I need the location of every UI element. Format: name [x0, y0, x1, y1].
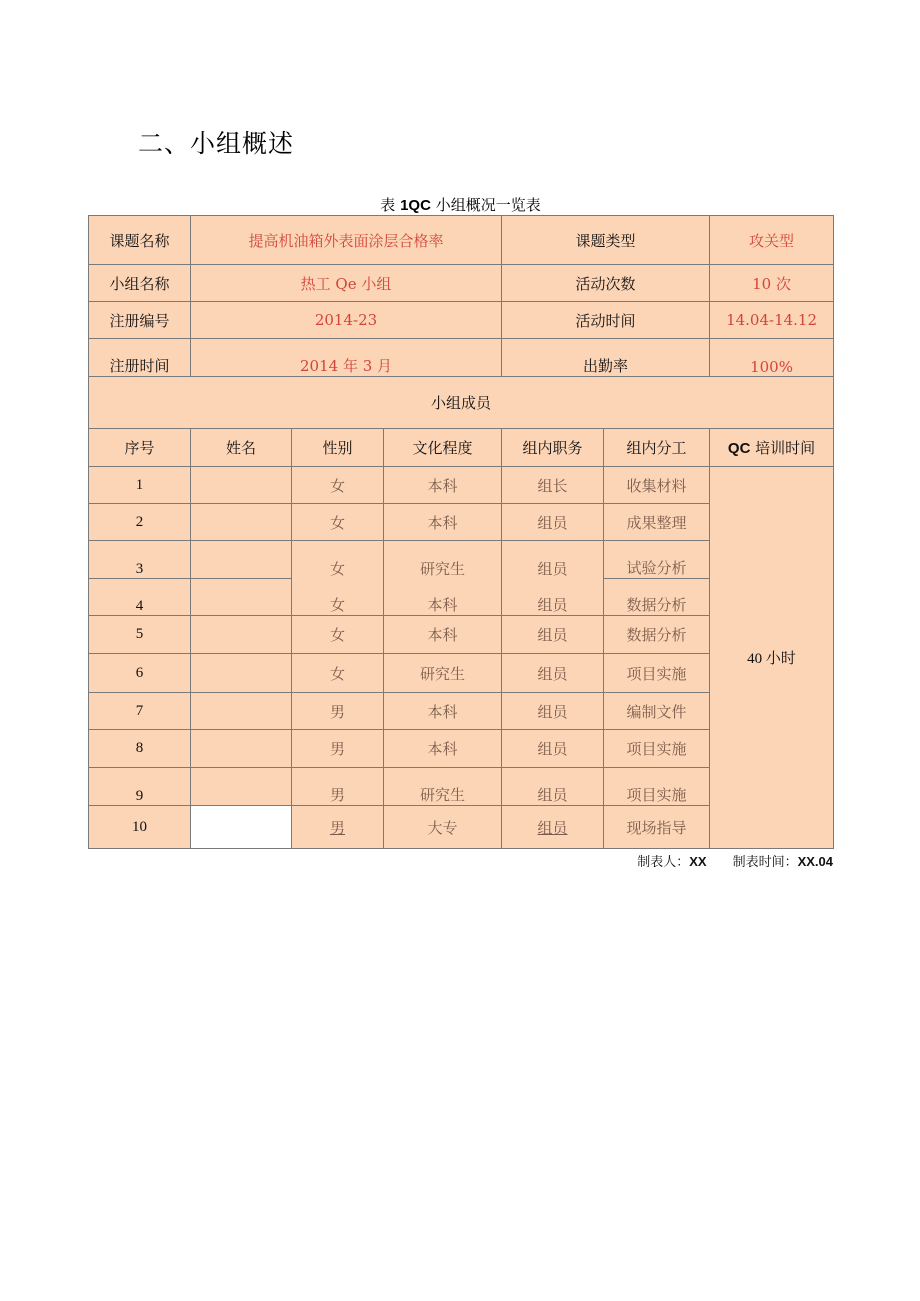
member-task: 现场指导: [604, 806, 710, 849]
caption-code: 1QC: [400, 197, 431, 214]
training-header-code: QC: [727, 440, 751, 457]
member-no: 7: [89, 693, 191, 730]
member-task: 试验分析: [604, 541, 710, 579]
member-name: [191, 504, 292, 541]
topic-value: 提高机油箱外表面涂层合格率: [191, 216, 502, 265]
member-gender: 女: [292, 579, 384, 616]
member-no: 10: [89, 806, 191, 849]
info-row-registration: [89, 302, 834, 339]
info-row-reg-time: [89, 339, 834, 377]
member-name: [191, 541, 292, 579]
member-gender: 女: [292, 504, 384, 541]
member-task: 编制文件: [604, 693, 710, 730]
caption-prefix: 表: [380, 196, 401, 214]
member-name: [191, 579, 292, 616]
member-no: 4: [89, 579, 191, 616]
member-task: 项目实施: [604, 730, 710, 768]
member-education: 本科: [384, 579, 502, 616]
member-name: [191, 806, 292, 849]
member-task: 数据分析: [604, 579, 710, 616]
training-header-rest: 培训时间: [750, 439, 816, 457]
col-header-education: 文化程度: [384, 429, 502, 467]
member-gender: 男: [292, 730, 384, 768]
member-task: 项目实施: [604, 654, 710, 693]
member-gender: 女: [292, 654, 384, 693]
info-row-group: [89, 265, 834, 302]
member-education: 研究生: [384, 768, 502, 806]
member-role: 组长: [502, 467, 604, 504]
member-task: 项目实施: [604, 768, 710, 806]
members-section-row: [89, 377, 834, 429]
member-role: 组员: [502, 654, 604, 693]
caption-rest: 小组概况一览表: [430, 196, 541, 214]
group-label: 小组名称: [89, 265, 191, 302]
member-role: 组员: [502, 504, 604, 541]
maker-value: XX: [689, 854, 707, 869]
member-role: 组员: [502, 541, 604, 579]
type-value: 攻关型: [710, 216, 834, 265]
col-header-name: 姓名: [191, 429, 292, 467]
member-role: 组员: [502, 730, 604, 768]
member-education: 本科: [384, 467, 502, 504]
member-education: 大专: [384, 806, 502, 849]
reg-no-value: 2014-23: [191, 302, 502, 339]
topic-label: 课题名称: [89, 216, 191, 265]
period-label: 活动时间: [502, 302, 710, 339]
col-header-training: [710, 429, 834, 467]
member-task: 数据分析: [604, 616, 710, 654]
member-name: [191, 730, 292, 768]
time-label: 制表时间：: [732, 855, 798, 870]
reg-no-label: 注册编号: [89, 302, 191, 339]
member-gender: 女: [292, 541, 384, 579]
member-task: 收集材料: [604, 467, 710, 504]
member-no: 1: [89, 467, 191, 504]
table-caption: [88, 194, 833, 215]
type-label: 课题类型: [502, 216, 710, 265]
member-education: 研究生: [384, 541, 502, 579]
attendance-label: 出勤率: [502, 339, 710, 377]
members-header-row: [89, 429, 834, 467]
member-row: [89, 467, 834, 504]
member-task: 成果整理: [604, 504, 710, 541]
training-time: 40 小时: [710, 467, 834, 849]
member-no: 8: [89, 730, 191, 768]
member-no: 5: [89, 616, 191, 654]
member-education: 本科: [384, 730, 502, 768]
member-gender: 女: [292, 616, 384, 654]
member-role: 组员: [502, 616, 604, 654]
member-education: 本科: [384, 693, 502, 730]
col-header-task: 组内分工: [604, 429, 710, 467]
member-no: 6: [89, 654, 191, 693]
member-no: 9: [89, 768, 191, 806]
time-value: XX.04: [797, 854, 833, 869]
period-value: 14.04-14.12: [710, 302, 834, 339]
maker-label: 制表人：: [637, 855, 690, 870]
member-role: 组员: [502, 768, 604, 806]
page-heading: 二、小组概述: [138, 129, 295, 158]
member-gender: [292, 806, 384, 849]
member-name: [191, 768, 292, 806]
reg-time-value: 2014 年 3 月: [191, 339, 502, 377]
member-education: 本科: [384, 504, 502, 541]
member-role: 组员: [502, 579, 604, 616]
member-name: [191, 693, 292, 730]
group-value: 热工 Qe 小组: [191, 265, 502, 302]
info-row-topic: [89, 216, 834, 265]
member-name: [191, 616, 292, 654]
col-header-role: 组内职务: [502, 429, 604, 467]
member-role: 组员: [502, 693, 604, 730]
members-title: 小组成员: [89, 377, 834, 429]
member-gender: 男: [292, 693, 384, 730]
member-no: 2: [89, 504, 191, 541]
member-education: 研究生: [384, 654, 502, 693]
reg-time-label: 注册时间: [89, 339, 191, 377]
member-no: 3: [89, 541, 191, 579]
member-gender: 男: [292, 768, 384, 806]
count-label: 活动次数: [502, 265, 710, 302]
member-gender-text: 男: [329, 818, 345, 837]
qc-overview-table: [88, 215, 834, 849]
col-header-gender: 性别: [292, 429, 384, 467]
count-value: 10 次: [710, 265, 834, 302]
member-role: [502, 806, 604, 849]
col-header-no: 序号: [89, 429, 191, 467]
attendance-value: 100%: [710, 339, 834, 377]
member-education: 本科: [384, 616, 502, 654]
member-role-text: 组员: [537, 818, 568, 837]
member-name: [191, 654, 292, 693]
member-gender: 女: [292, 467, 384, 504]
table-footer: [88, 851, 833, 870]
member-name: [191, 467, 292, 504]
